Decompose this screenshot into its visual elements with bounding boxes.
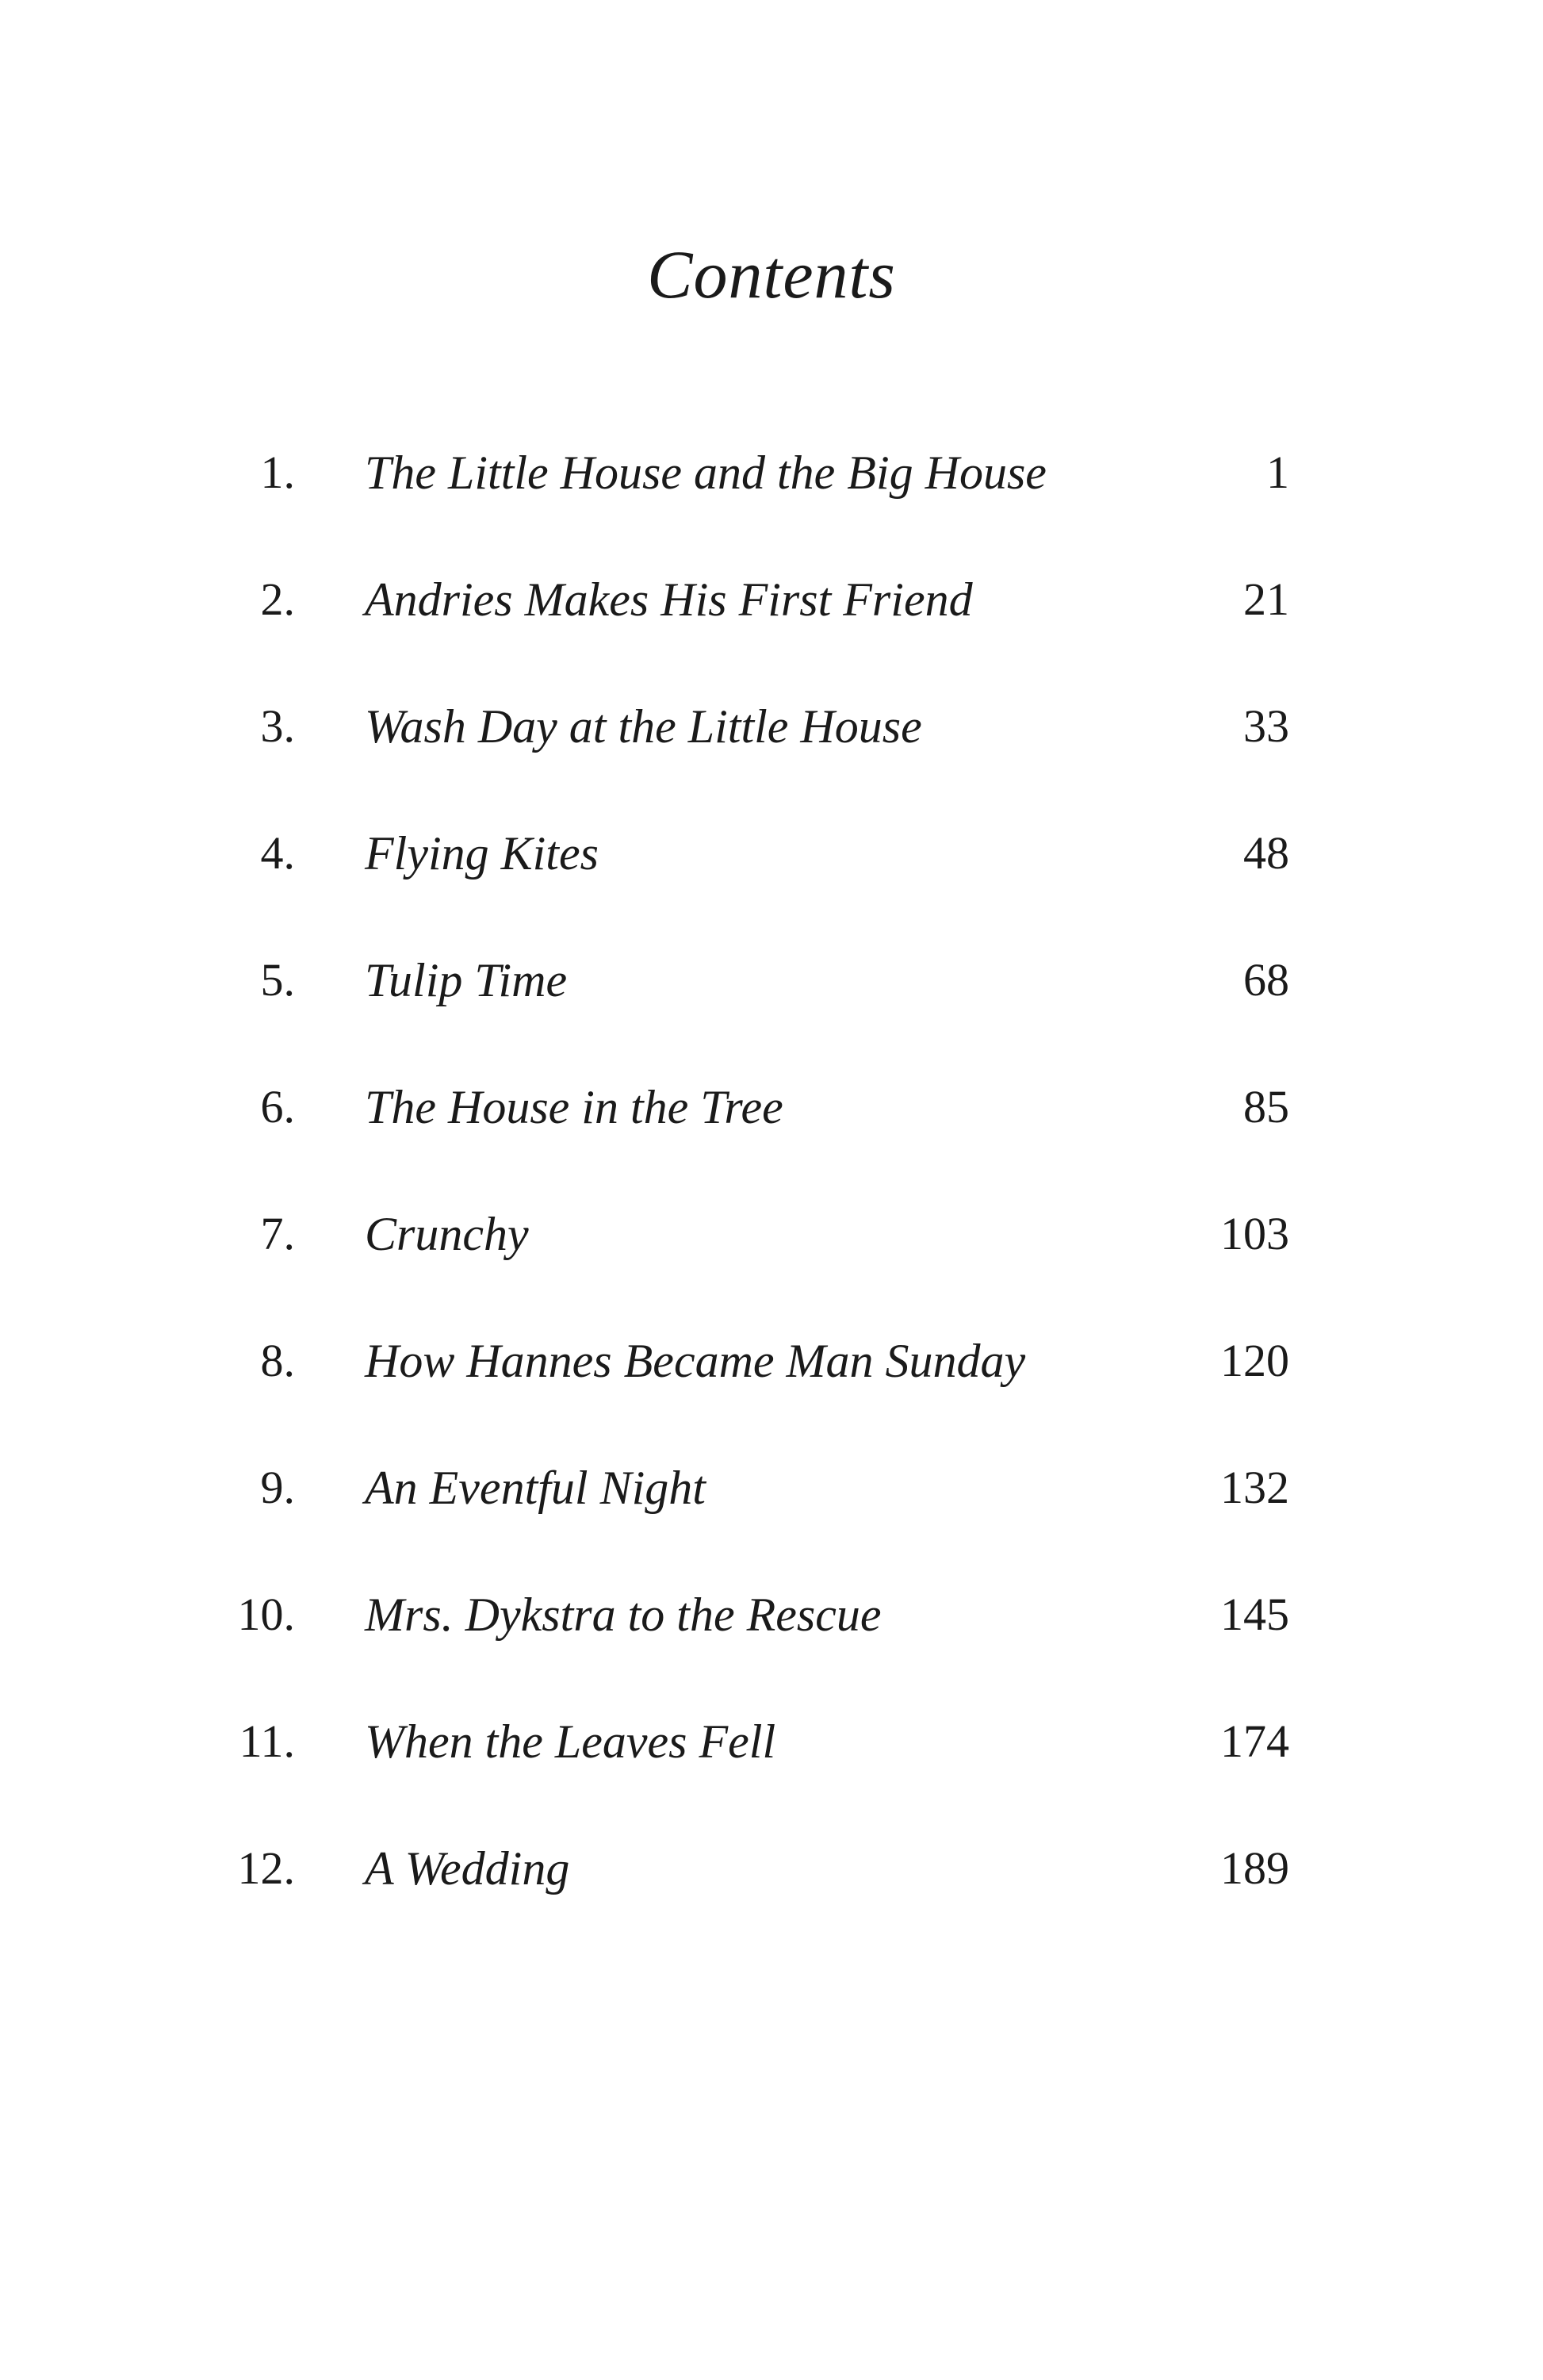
chapter-page-number: 21	[1243, 573, 1289, 625]
toc-entry[interactable]	[0, 814, 1543, 893]
chapter-number: 6.	[260, 1081, 295, 1133]
toc-entry[interactable]	[0, 1067, 1543, 1147]
toc-entry[interactable]	[0, 560, 1543, 639]
chapter-title: Mrs. Dykstra to the Rescue	[365, 1589, 882, 1641]
toc-entry[interactable]	[0, 1575, 1543, 1654]
chapter-number: 5.	[260, 954, 295, 1006]
chapter-number: 1.	[260, 446, 295, 498]
chapter-page-number: 85	[1243, 1081, 1289, 1133]
chapter-number: 3.	[260, 700, 295, 752]
chapter-page-number: 1	[1266, 446, 1289, 498]
chapter-title: How Hannes Became Man Sunday	[365, 1335, 1026, 1387]
toc-entry[interactable]	[0, 1702, 1543, 1781]
chapter-title: Tulip Time	[365, 954, 568, 1006]
chapter-page-number: 189	[1220, 1842, 1289, 1894]
chapter-page-number: 48	[1243, 827, 1289, 879]
toc-entry[interactable]	[0, 1194, 1543, 1274]
chapter-page-number: 145	[1220, 1589, 1289, 1640]
chapter-number: 4.	[260, 827, 295, 879]
chapter-page-number: 68	[1243, 954, 1289, 1006]
page-title: Contents	[647, 236, 896, 312]
chapter-page-number: 174	[1220, 1715, 1289, 1767]
chapter-title: The Little House and the Big House	[365, 446, 1047, 499]
chapter-title: The House in the Tree	[365, 1081, 783, 1133]
chapter-title: Crunchy	[365, 1208, 529, 1260]
toc-entry[interactable]	[0, 433, 1543, 512]
chapter-number: 8.	[260, 1335, 295, 1386]
chapter-title: An Eventful Night	[365, 1462, 706, 1514]
chapter-title: Flying Kites	[365, 827, 599, 880]
chapter-page-number: 33	[1243, 700, 1289, 752]
chapter-title: A Wedding	[365, 1842, 570, 1895]
chapter-number: 7.	[260, 1208, 295, 1259]
chapter-page-number: 120	[1220, 1335, 1289, 1386]
toc-entry[interactable]	[0, 687, 1543, 766]
toc-entry[interactable]	[0, 1448, 1543, 1527]
chapter-title: Andries Makes His First Friend	[365, 573, 973, 626]
chapter-number: 9.	[260, 1462, 295, 1513]
toc-entry[interactable]	[0, 1829, 1543, 1908]
toc-entry[interactable]	[0, 941, 1543, 1020]
chapter-title: Wash Day at the Little House	[365, 700, 922, 753]
chapter-page-number: 132	[1220, 1462, 1289, 1513]
toc-entry[interactable]	[0, 1321, 1543, 1401]
chapter-number: 10.	[237, 1589, 295, 1640]
chapter-page-number: 103	[1220, 1208, 1289, 1259]
chapter-number: 2.	[260, 573, 295, 625]
chapter-title: When the Leaves Fell	[365, 1715, 776, 1768]
chapter-number: 12.	[237, 1842, 295, 1894]
chapter-number: 11.	[239, 1715, 295, 1767]
